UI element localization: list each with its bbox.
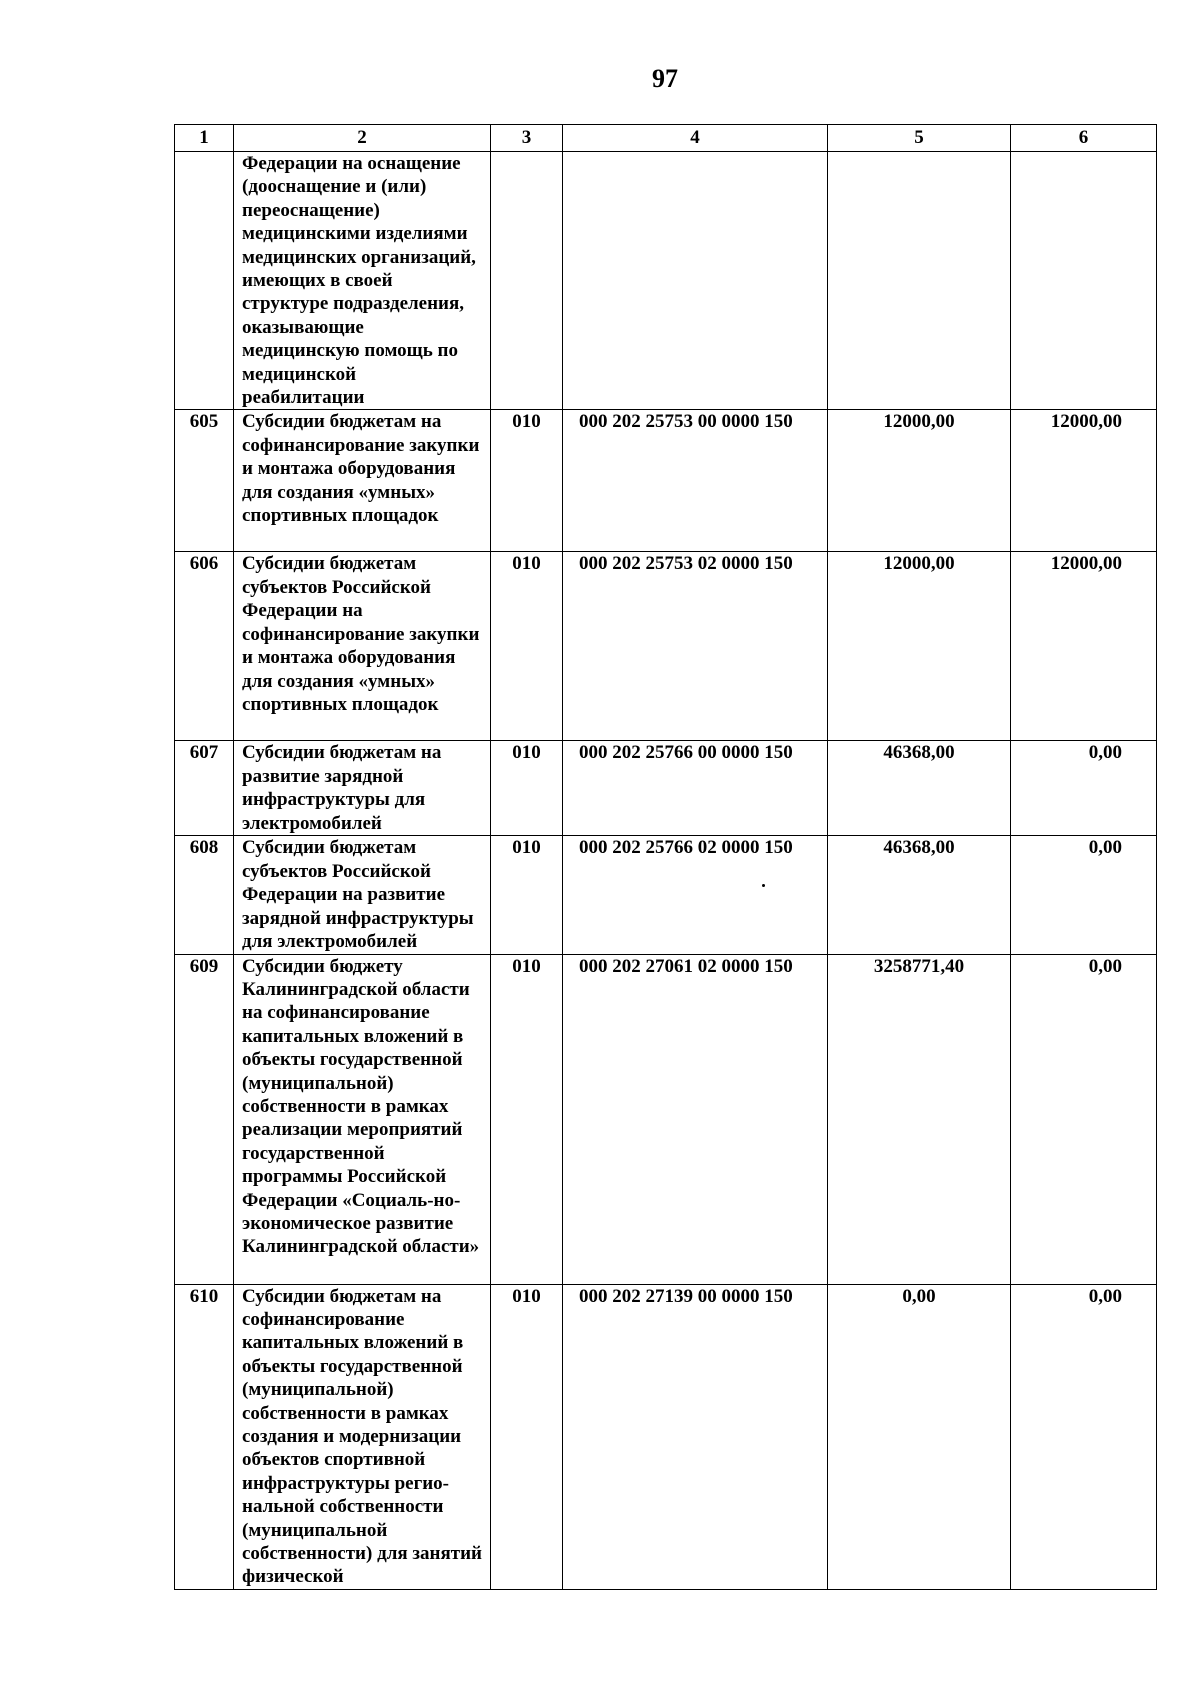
row-name-cell: Субсидии бюджетам на развитие зарядной инфраструктуры для электромобилей bbox=[234, 741, 491, 836]
table-row bbox=[175, 954, 1157, 1284]
row-kbk-cell: 000 202 25753 00 0000 150 bbox=[563, 410, 828, 552]
row-col6-cell: 12000,00 bbox=[1011, 410, 1157, 552]
row-col5-cell bbox=[828, 152, 1011, 410]
header-cell: 4 bbox=[563, 125, 828, 152]
table-row bbox=[175, 741, 1157, 836]
row-col6-cell: 0,00 bbox=[1011, 954, 1157, 1284]
row-number-cell: 606 bbox=[175, 552, 234, 741]
row-col5-cell: 46368,00 bbox=[828, 741, 1011, 836]
table-row bbox=[175, 552, 1157, 741]
row-code-cell: 010 bbox=[491, 741, 563, 836]
row-col6-cell bbox=[1011, 152, 1157, 410]
row-name-cell: Субсидии бюджетам на софинансирование закупки и монтажа оборудования для создания «умных» спортивных площадок bbox=[234, 410, 491, 552]
row-col5-cell: 12000,00 bbox=[828, 552, 1011, 741]
row-code-cell: 010 bbox=[491, 836, 563, 954]
table-row bbox=[175, 410, 1157, 552]
row-kbk-cell: 000 202 25766 00 0000 150 bbox=[563, 741, 828, 836]
row-col6-cell: 0,00 bbox=[1011, 741, 1157, 836]
row-kbk-cell: 000 202 25766 02 0000 150 bbox=[563, 836, 828, 954]
row-code-cell: 010 bbox=[491, 552, 563, 741]
row-number-cell: 607 bbox=[175, 741, 234, 836]
budget-table bbox=[174, 124, 1157, 1590]
row-number-cell: 608 bbox=[175, 836, 234, 954]
row-kbk-cell: 000 202 25753 02 0000 150 bbox=[563, 552, 828, 741]
page-number: 97 bbox=[652, 64, 678, 93]
row-col6-cell: 0,00 bbox=[1011, 836, 1157, 954]
row-kbk-cell: 000 202 27061 02 0000 150 bbox=[563, 954, 828, 1284]
row-number-cell bbox=[175, 152, 234, 410]
row-kbk-cell bbox=[563, 152, 828, 410]
header-cell: 5 bbox=[828, 125, 1011, 152]
row-col5-cell: 12000,00 bbox=[828, 410, 1011, 552]
row-col6-cell: 12000,00 bbox=[1011, 552, 1157, 741]
row-name-cell: Федерации на оснащение (дооснащение и (или) переоснащение) медицинскими изделиями медицинских организаций, имеющих в своей структуре подразделения, оказывающие медицинскую помощь по медицинской реабилитации bbox=[234, 152, 491, 410]
header-cell: 6 bbox=[1011, 125, 1157, 152]
row-kbk-cell: 000 202 27139 00 0000 150 bbox=[563, 1284, 828, 1589]
row-col5-cell: 3258771,40 bbox=[828, 954, 1011, 1284]
scan-speck bbox=[762, 884, 765, 887]
row-code-cell: 010 bbox=[491, 410, 563, 552]
row-number-cell: 609 bbox=[175, 954, 234, 1284]
row-code-cell bbox=[491, 152, 563, 410]
header-cell: 2 bbox=[234, 125, 491, 152]
row-code-cell: 010 bbox=[491, 954, 563, 1284]
table-row bbox=[175, 836, 1157, 954]
header-cell: 1 bbox=[175, 125, 234, 152]
row-name-cell: Субсидии бюджетам субъектов Российской Федерации на развитие зарядной инфраструктуры для электромобилей bbox=[234, 836, 491, 954]
row-number-cell: 610 bbox=[175, 1284, 234, 1589]
header-cell: 3 bbox=[491, 125, 563, 152]
row-number-cell: 605 bbox=[175, 410, 234, 552]
row-col5-cell: 0,00 bbox=[828, 1284, 1011, 1589]
row-col6-cell: 0,00 bbox=[1011, 1284, 1157, 1589]
row-name-cell: Субсидии бюджетам на софинансирование капитальных вложений в объекты государственной (муниципальной) собственности в рамках создания и модернизации объектов спортивной инфраструктуры регио-нальной собственности (муниципальной собственности) для занятий физической bbox=[234, 1284, 491, 1589]
row-name-cell: Субсидии бюджетам субъектов Российской Федерации на софинансирование закупки и монтажа оборудования для создания «умных» спортивных площадок bbox=[234, 552, 491, 741]
table-row bbox=[175, 152, 1157, 410]
table-row bbox=[175, 1284, 1157, 1589]
row-col5-cell: 46368,00 bbox=[828, 836, 1011, 954]
row-name-cell: Субсидии бюджету Калининградской области на софинансирование капитальных вложений в объекты государственной (муниципальной) собственности в рамках реализации мероприятий государственной программы Российской Федерации «Социаль-но-экономическое развитие Калининградской области» bbox=[234, 954, 491, 1284]
table-header-row bbox=[175, 125, 1157, 152]
row-code-cell: 010 bbox=[491, 1284, 563, 1589]
